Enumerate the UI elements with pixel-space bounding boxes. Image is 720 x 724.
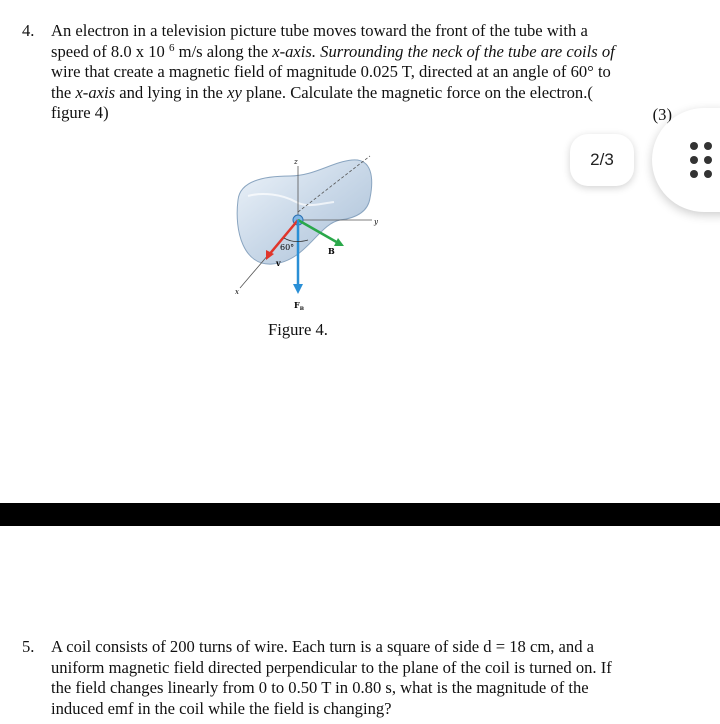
x-axis-label: x [235,288,239,296]
q5-line-3: the field changes linearly from 0 to 0.50 T in 0.80 s, what is the magnitude of the [51,678,589,698]
b-vector-label: B [328,246,335,256]
question-5-text [51,637,682,719]
q4-line-4: the x-axis and lying in the xy plane. Calculate the magnetic force on the electron.( [51,82,593,102]
angle-label: 60° [280,243,295,252]
page-separator-bar [0,503,720,526]
fb-vector-label: $F_B$ [294,300,304,312]
question-5-number: 5. [22,637,35,656]
v-vector-label: v [276,258,281,268]
q5-line-1: A coil consists of 200 turns of wire. Each turn is a square of side d = 18 cm, and a [51,637,595,656]
figure-4-caption: Figure 4. [268,320,328,339]
q4-exponent: 6 [169,41,175,54]
q5-line-4: induced emf in the coil while the field is changing? [51,698,392,718]
figure-4-diagram [222,152,392,322]
tube-shape [237,160,372,264]
question-4-marks: (3) [652,105,672,124]
q4-line-3: wire that create a magnetic field of magnitude 0.025 T, directed at an angle of 60° to [51,62,611,82]
y-axis-label: y [374,218,378,226]
question-4-number: 4. [22,21,35,40]
q4-line-1: An electron in a television picture tube moves toward the front of the tube with a [51,21,588,40]
question-4-text [51,21,682,124]
q4-line-5: figure 4) [51,103,109,123]
more-dots-icon[interactable] [690,142,714,178]
q5-line-2: uniform magnetic field directed perpendicular to the plane of the coil is turned on. If [51,657,612,677]
page-indicator: 2/3 [570,134,634,186]
q4-line-2: speed of 8.0 x 10 $^6$ m/s along the x-axis. Surrounding the neck of the tube are coils of [51,41,615,61]
z-axis-label: z [294,158,298,166]
